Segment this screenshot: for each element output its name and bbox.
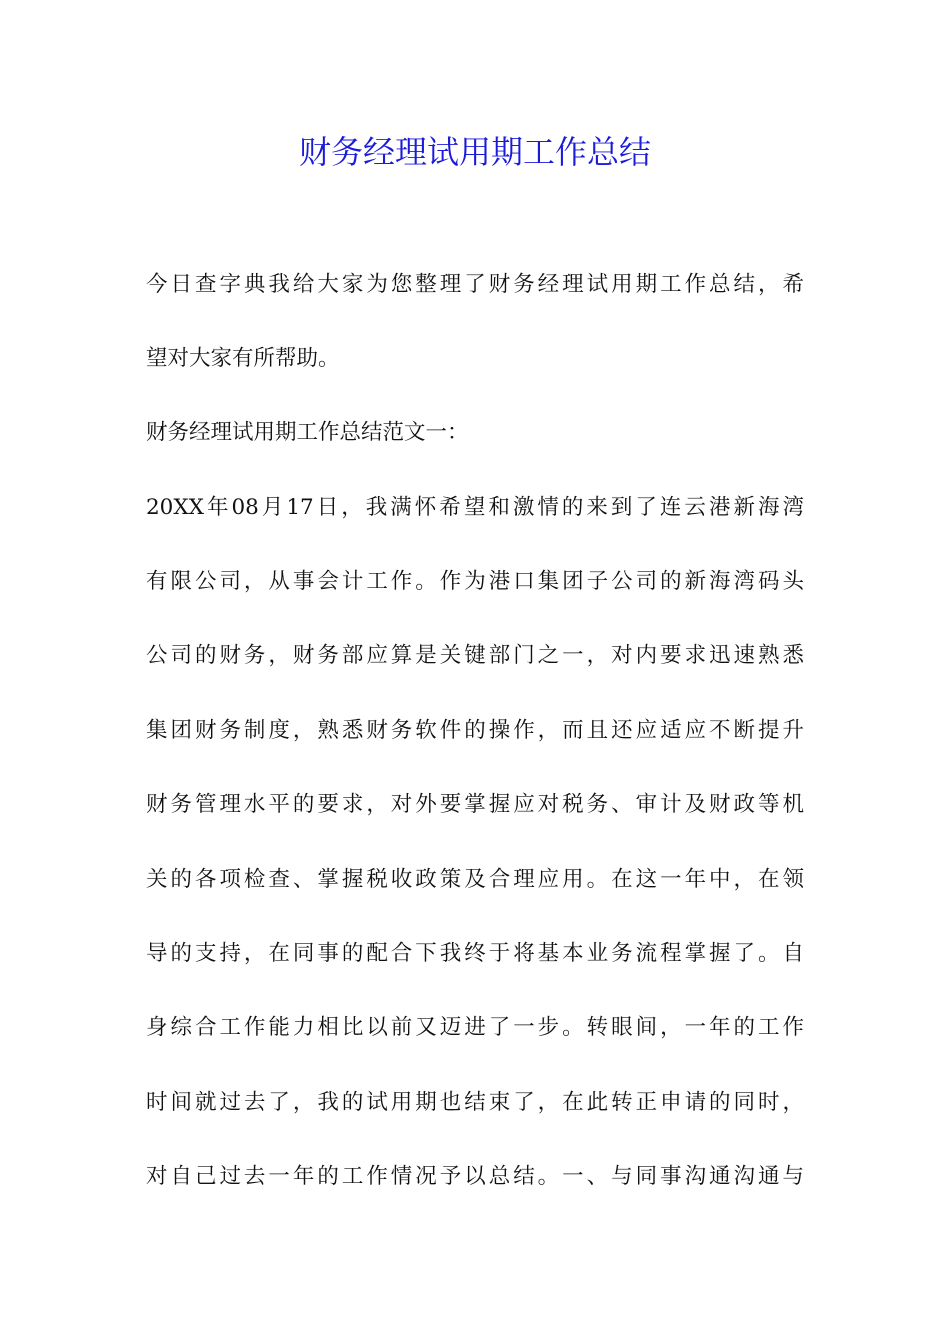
- document-title: 财务经理试用期工作总结: [298, 133, 651, 171]
- paragraph-line: 时间就过去了，我的试用期也结束了，在此转正申请的同时，: [146, 1090, 804, 1115]
- paragraph-line: 望对大家有所帮助。: [146, 346, 340, 371]
- paragraph-line: 导的支持，在同事的配合下我终于将基本业务流程掌握了。自: [146, 941, 804, 966]
- paragraph-line: 关的各项检查、掌握税收政策及合理应用。在这一年中，在领: [146, 867, 804, 892]
- paragraph-line: 20XX年08月17日，我满怀希望和激情的来到了连云港新海湾: [146, 495, 804, 520]
- paragraph-line: 集团财务制度，熟悉财务软件的操作，而且还应适应不断提升: [146, 718, 804, 743]
- paragraph-line: 身综合工作能力相比以前又迈进了一步。转眼间，一年的工作: [146, 1015, 804, 1040]
- section-heading: 财务经理试用期工作总结范文一：: [146, 420, 469, 445]
- paragraph-line: 有限公司，从事会计工作。作为港口集团子公司的新海湾码头: [146, 569, 804, 594]
- paragraph-line: 财务管理水平的要求，对外要掌握应对税务、审计及财政等机: [146, 792, 804, 817]
- paragraph-line: 对自己过去一年的工作情况予以总结。一、与同事沟通沟通与: [146, 1164, 804, 1189]
- paragraph-line: 今日查字典我给大家为您整理了财务经理试用期工作总结，希: [146, 272, 804, 297]
- paragraph-line: 公司的财务，财务部应算是关键部门之一，对内要求迅速熟悉: [146, 643, 804, 668]
